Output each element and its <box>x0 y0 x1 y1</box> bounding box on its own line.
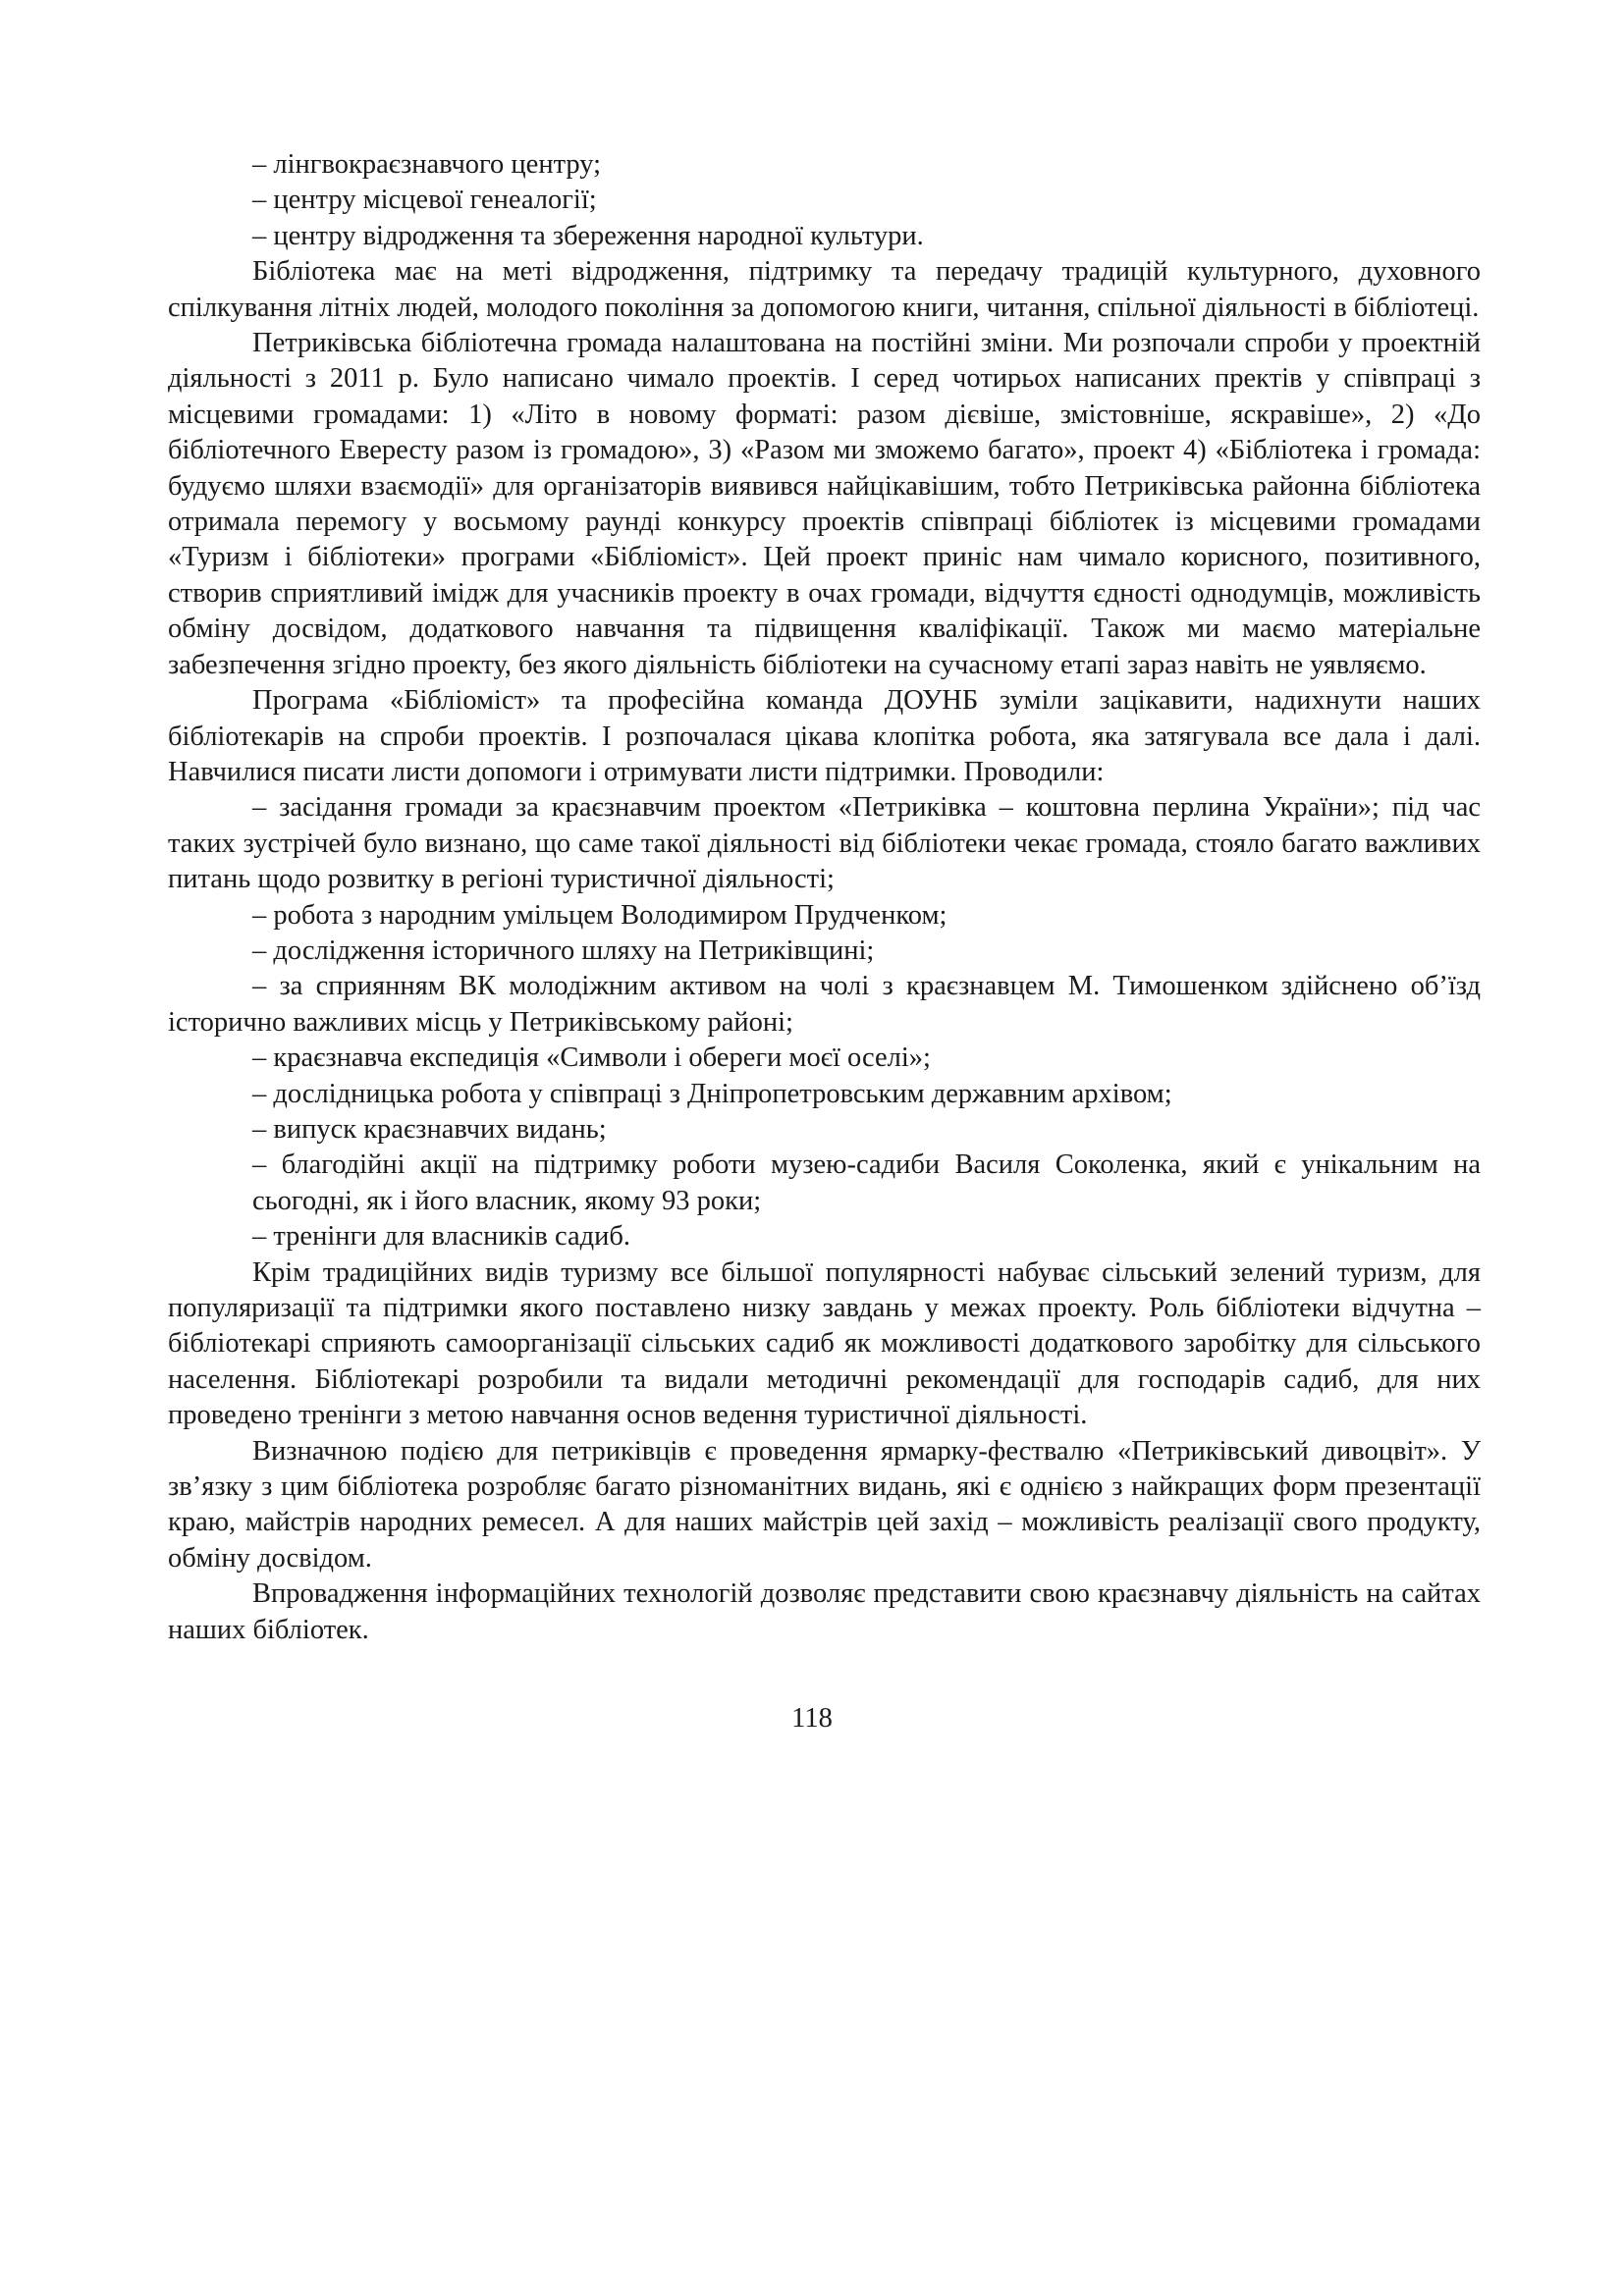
paragraph-it: Впровадження інформаційних технологій дозволяє представити свою краєзнавчу діяльність на сайтах наших бібліотек. <box>168 1578 1481 1645</box>
intro-item: – лінгвокраєзнавчого центру; <box>252 149 602 180</box>
activity-item: – тренінги для власників садиб. <box>252 1221 631 1253</box>
activity-item: – краєзнавча експедиція «Символи і обереги моєї оселі»; <box>252 1042 931 1074</box>
activity-item: – за сприянням ВК молодіжним активом на чолі з краєзнавцем М. Тимошенком здійснено об’їзд історично важливих місць у Петриківському районі; <box>168 971 1481 1038</box>
activity-item: – випуск краєзнавчих видань; <box>252 1113 607 1145</box>
paragraph-bibliomist: Програма «Бібліоміст» та професійна команда ДОУНБ зуміли зацікавити, надихнути наших бібліотекарів на спроби проектів. І розпочалася цікава клопітка робота, яка затягувала все дала і далі. Навчилися писати листи допомоги і отримувати листи підтримки. Проводили: <box>168 685 1481 787</box>
paragraph-festival: Визначною подією для петриківців є проведення ярмарку-фествалю «Петриківський дивоцвіт». У зв’язку з цим бібліотека розробляє багато різноманітних видань, які є однією з найкращих форм презентації краю, майстрів народних ремесел. А для наших майстрів цей захід – можливість реалізації свого продукту, обміну досвідом. <box>168 1435 1481 1574</box>
paragraph-projects: Петриківська бібліотечна громада налаштована на постійні зміни. Ми розпочали спроби у проектній діяльності з 2011 р. Було написано чимало проектів. І серед чотирьох написаних пректів у співпраці з місцевими громадами: 1) «Літо в новому форматі: разом дієвіше, змістовніше, яскравіше», 2) «До бібліотечного Евересту разом із громадою», 3) «Разом ми зможемо багато», проект 4) «Бібліотека і громада: будуємо шляхи взаємодії» для організаторів виявився найцікавішим, тобто Петриківська районна бібліотека отримала перемогу у восьмому раунді конкурсу проектів співпраці бібліотек із місцевими громадами «Туризм і бібліотеки» програми «Бібліоміст». Цей проект приніс нам чимало корисного, позитивного, створив сприятливий імідж для учасників проекту в очах громади, відчуття єдності однодумців, можливість обміну досвідом, додаткового навчання та підвищення кваліфікації. Також ми маємо матеріальне забезпечення згідно проекту, без якого діяльність бібліотеки на сучасному етапі зараз навіть не уявляємо. <box>168 328 1481 680</box>
activity-item: – робота з народним умільцем Володимиром Прудченком; <box>252 899 947 931</box>
paragraph-green-tourism: Крім традиційних видів туризму все більшої популярності набуває сільський зелений туризм, для популяризації та підтримки якого поставлено низку завдань у межах проекту. Роль бібліотеки відчутна – бібліотекарі сприяють самоорганізації сільських садиб як можливості додаткового заробітку для сільського населення. Бібліотекарі розробили та видали методичні рекомендації для господарів садиб, для них проведено тренінги з метою навчання основ ведення туристичної діяльності. <box>168 1256 1481 1431</box>
intro-item: – центру місцевої генеалогії; <box>252 185 597 216</box>
activity-item: – благодійні акції на підтримку роботи музею-садиби Василя Соколенка, який є унікальним на сьогодні, як і його власник, якому 93 роки; <box>252 1149 1481 1216</box>
page-number: 118 <box>791 1703 833 1734</box>
activity-item: – дослідницька робота у співпраці з Дніпропетровським державним архівом; <box>252 1078 1172 1109</box>
intro-item: – центру відродження та збереження народної культури. <box>252 220 924 251</box>
paragraph-library-goal: Бібліотека має на меті відродження, підтримку та передачу традицій культурного, духовного спілкування літніх людей, молодого покоління за допомогою книги, читання, спільної діяльності в бібліотеці. <box>168 256 1481 323</box>
activity-item: – дослідження історичного шляху на Петриківщині; <box>252 934 875 966</box>
document-page <box>168 147 1481 1648</box>
activity-item: – засідання громади за краєзнавчим проектом «Петриківка – коштовна перлина України»; під час таких зустрічей було визнано, що саме такої діяльності від бібліотеки чекає громада, стояло багато важливих питань щодо розвитку в регіоні туристичної діяльності; <box>168 792 1481 895</box>
